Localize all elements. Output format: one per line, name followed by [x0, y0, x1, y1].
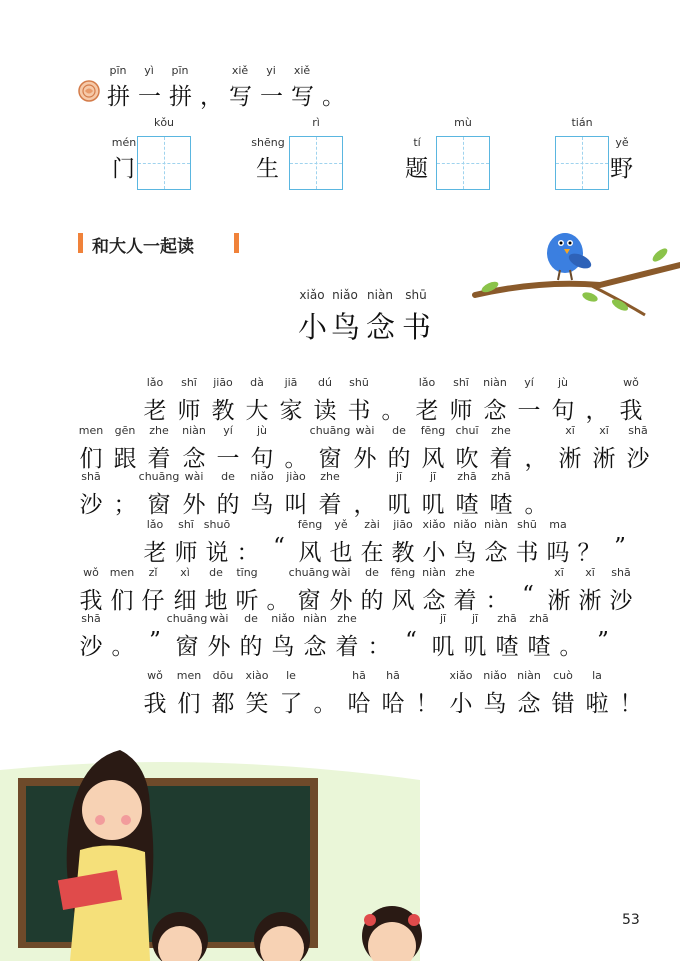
story-pinyin: shī: [453, 376, 469, 389]
story-pinyin: jī: [471, 612, 479, 625]
story-pinyin: dú: [318, 376, 332, 389]
item-blank-pinyin: rì: [312, 116, 320, 129]
story-char: 笑: [245, 691, 269, 717]
story-title-pinyin: xiǎo: [299, 288, 325, 302]
story-char: 小: [422, 540, 446, 566]
exercise-heading-char: 一: [138, 84, 161, 110]
exercise-heading-char: 写: [291, 84, 314, 110]
story-pinyin: gēn: [114, 424, 136, 437]
story-pinyin: niàn: [303, 612, 327, 625]
story-char: 教: [211, 398, 235, 424]
story-char: 听: [235, 588, 259, 614]
story-pinyin: chuāng: [309, 424, 351, 437]
story-pinyin: zhā: [457, 470, 477, 483]
item-blank-pinyin: mù: [454, 116, 472, 129]
story-pinyin: xiǎo: [422, 518, 446, 531]
story-char: 也: [329, 540, 353, 566]
story-char: ：: [236, 540, 260, 566]
item-char-pinyin: shēng: [251, 136, 285, 149]
story-char: 念: [182, 446, 206, 472]
story-pinyin: jiāo: [213, 376, 233, 389]
item-blank-pinyin: tián: [571, 116, 593, 129]
item-char-pinyin: tí: [413, 136, 421, 149]
writing-grid[interactable]: [436, 136, 490, 190]
story-char: 叽: [463, 634, 487, 660]
story-pinyin: wài: [209, 612, 229, 625]
exercise-heading-char: ，: [200, 84, 223, 110]
story-char: 家: [279, 398, 303, 424]
story-pinyin: lǎo: [146, 376, 164, 389]
story-pinyin: xī: [585, 566, 595, 579]
story-char: 一: [216, 446, 240, 472]
story-char: 老: [143, 540, 167, 566]
story-char: ”: [149, 628, 161, 654]
story-char: 鸟: [271, 634, 295, 660]
story-pinyin: yě: [334, 518, 348, 531]
story-char: 细: [173, 588, 197, 614]
story-pinyin: zài: [364, 518, 380, 531]
story-pinyin: de: [392, 424, 406, 437]
story-pinyin: xī: [554, 566, 564, 579]
story-char: 念: [517, 691, 541, 717]
exercise-heading-pinyin: yi: [266, 64, 276, 77]
story-char: ！: [415, 691, 439, 717]
story-char: 我: [619, 398, 643, 424]
story-char: 外: [207, 634, 231, 660]
story-title-pinyin: niǎo: [332, 288, 358, 302]
story-title-pinyin: shū: [405, 288, 427, 302]
story-char: 啦: [585, 691, 609, 717]
story-char: ”: [614, 534, 626, 560]
story-pinyin: wài: [355, 424, 375, 437]
story-char: 了: [279, 691, 303, 717]
story-pinyin: niàn: [517, 669, 541, 682]
story-char: 。: [284, 446, 308, 472]
story-pinyin: shā: [628, 424, 648, 437]
story-pinyin: men: [109, 566, 135, 579]
story-char: 地: [204, 588, 228, 614]
story-pinyin: yí: [223, 424, 233, 437]
item-char-pinyin: yě: [615, 136, 629, 149]
story-pinyin: chuāng: [288, 566, 330, 579]
story-char: 念: [303, 634, 327, 660]
story-char: 的: [216, 492, 240, 518]
story-char: 师: [177, 398, 201, 424]
story-char: “: [522, 582, 534, 608]
page-number: 53: [622, 912, 640, 928]
writing-grid[interactable]: [137, 136, 191, 190]
item-char: 门: [112, 156, 135, 182]
story-char: ：: [367, 634, 391, 660]
story-pinyin: fēng: [390, 566, 416, 579]
story-char: 哈: [381, 691, 405, 717]
story-char: 书: [515, 540, 539, 566]
story-char: 窗: [175, 634, 199, 660]
story-char: “: [405, 628, 417, 654]
story-title-char: 小: [298, 310, 334, 344]
story-char: ，: [524, 446, 548, 472]
story-pinyin: de: [244, 612, 258, 625]
story-pinyin: zhā: [497, 612, 517, 625]
story-pinyin: zhā: [529, 612, 549, 625]
story-pinyin: niǎo: [250, 470, 274, 483]
story-pinyin: xiǎo: [449, 669, 473, 682]
story-char: 淅: [547, 588, 571, 614]
story-pinyin: dà: [250, 376, 264, 389]
section-bar-right: [234, 233, 239, 253]
story-pinyin: niǎo: [271, 612, 295, 625]
story-char: 窗: [318, 446, 342, 472]
story-pinyin: le: [286, 669, 296, 682]
story-pinyin: shū: [349, 376, 369, 389]
story-char: ；: [113, 492, 137, 518]
story-char: 都: [211, 691, 235, 717]
writing-grid[interactable]: [555, 136, 609, 190]
story-char: 跟: [113, 446, 137, 472]
story-pinyin: wǒ: [623, 376, 639, 389]
story-pinyin: wǒ: [147, 669, 163, 682]
story-pinyin: shā: [611, 566, 631, 579]
section-bar-left: [78, 233, 83, 253]
exercise-heading-char: 。: [322, 84, 345, 110]
story-title-char: 鸟: [331, 310, 367, 344]
story-char: 喳: [495, 634, 519, 660]
story-char: 教: [391, 540, 415, 566]
story-pinyin: de: [365, 566, 379, 579]
story-char: 老: [415, 398, 439, 424]
story-char: 外: [329, 588, 353, 614]
story-char: 着: [489, 446, 513, 472]
story-char: ？: [577, 540, 601, 566]
story-pinyin: shā: [81, 470, 101, 483]
story-char: ”: [597, 628, 609, 654]
story-char: 鸟: [250, 492, 274, 518]
story-pinyin: xī: [565, 424, 575, 437]
bird-branch-illustration: [470, 225, 680, 325]
exercise-heading-pinyin: xiě: [293, 64, 311, 77]
exercise-heading-char: 拼: [169, 84, 192, 110]
story-char: 叽: [421, 492, 445, 518]
story-pinyin: wài: [331, 566, 351, 579]
story-char: 喳: [455, 492, 479, 518]
story-char: ，: [585, 398, 609, 424]
story-char: 读: [313, 398, 337, 424]
story-pinyin: zhā: [491, 470, 511, 483]
grid-guide-horizontal: [556, 163, 608, 164]
story-char: 着: [147, 446, 171, 472]
story-pinyin: wài: [184, 470, 204, 483]
item-char-pinyin: mén: [111, 136, 137, 149]
story-char: 师: [174, 540, 198, 566]
exercise-heading-pinyin: yì: [144, 64, 154, 77]
story-char: 我: [79, 588, 103, 614]
story-pinyin: zhe: [149, 424, 169, 437]
story-char: 。: [524, 492, 548, 518]
story-char: 淅: [558, 446, 582, 472]
story-pinyin: xī: [599, 424, 609, 437]
story-char: 大: [245, 398, 269, 424]
story-pinyin: men: [176, 669, 202, 682]
story-pinyin: jù: [557, 376, 569, 389]
story-char: 老: [143, 398, 167, 424]
writing-grid[interactable]: [289, 136, 343, 190]
grid-guide-horizontal: [437, 163, 489, 164]
story-char: 着: [453, 588, 477, 614]
story-char: 沙: [79, 634, 103, 660]
story-pinyin: jī: [439, 612, 447, 625]
story-pinyin: zhe: [455, 566, 475, 579]
story-char: 的: [387, 446, 411, 472]
story-pinyin: la: [592, 669, 602, 682]
story-pinyin: shī: [178, 518, 194, 531]
story-char: 沙: [609, 588, 633, 614]
story-pinyin: jī: [429, 470, 437, 483]
story-char: 们: [79, 446, 103, 472]
story-char: 师: [449, 398, 473, 424]
story-pinyin: zǐ: [148, 566, 158, 579]
story-char: 。: [381, 398, 405, 424]
story-char: 们: [177, 691, 201, 717]
story-char: 叫: [284, 492, 308, 518]
story-pinyin: fēng: [297, 518, 323, 531]
story-pinyin: shuō: [203, 518, 231, 531]
exercise-heading-pinyin: pīn: [171, 64, 189, 77]
story-char: 外: [353, 446, 377, 472]
story-char: 沙: [79, 492, 103, 518]
item-char: 生: [256, 156, 279, 182]
story-char: 。: [559, 634, 583, 660]
item-char: 题: [405, 156, 428, 182]
story-pinyin: lǎo: [418, 376, 436, 389]
exercise-heading-pinyin: xiě: [231, 64, 249, 77]
story-char: 风: [298, 540, 322, 566]
story-char: 吗: [546, 540, 570, 566]
story-char: 淅: [578, 588, 602, 614]
story-char: 念: [483, 398, 507, 424]
story-pinyin: hā: [386, 669, 400, 682]
story-pinyin: de: [221, 470, 235, 483]
story-pinyin: fēng: [420, 424, 446, 437]
story-char: 仔: [141, 588, 165, 614]
story-char: 们: [110, 588, 134, 614]
story-pinyin: jī: [395, 470, 403, 483]
exercise-heading-char: 写: [229, 84, 252, 110]
story-pinyin: hā: [352, 669, 366, 682]
story-char: 喳: [489, 492, 513, 518]
story-pinyin: niàn: [182, 424, 206, 437]
story-char: 着: [335, 634, 359, 660]
story-char: 淅: [592, 446, 616, 472]
story-pinyin: xì: [180, 566, 190, 579]
story-char: 念: [484, 540, 508, 566]
story-title-char: 念: [366, 310, 402, 344]
story-char: 句: [551, 398, 575, 424]
story-pinyin: chuī: [455, 424, 479, 437]
story-char: 说: [205, 540, 229, 566]
story-char: 。: [111, 634, 135, 660]
story-pinyin: shī: [181, 376, 197, 389]
story-pinyin: jiā: [284, 376, 298, 389]
story-pinyin: jiào: [286, 470, 306, 483]
story-char: 窗: [147, 492, 171, 518]
story-char: 鸟: [453, 540, 477, 566]
story-char: 窗: [297, 588, 321, 614]
exercise-heading-char: 拼: [107, 84, 130, 110]
exercise-icon: [78, 80, 100, 102]
section-title: 和大人一起读: [92, 237, 194, 257]
story-char: 书: [347, 398, 371, 424]
item-blank-pinyin: kǒu: [153, 116, 175, 129]
story-pinyin: tīng: [236, 566, 258, 579]
grid-guide-horizontal: [138, 163, 190, 164]
story-char: 叽: [431, 634, 455, 660]
item-char: 野: [610, 156, 633, 182]
story-char: ，: [353, 492, 377, 518]
story-char: 。: [266, 588, 290, 614]
story-pinyin: zhe: [337, 612, 357, 625]
story-char: 我: [143, 691, 167, 717]
story-char: ：: [485, 588, 509, 614]
story-pinyin: niàn: [483, 376, 507, 389]
story-char: 一: [517, 398, 541, 424]
story-pinyin: niǎo: [453, 518, 477, 531]
story-pinyin: shū: [517, 518, 537, 531]
story-pinyin: de: [209, 566, 223, 579]
story-pinyin: chuāng: [166, 612, 208, 625]
story-char: 哈: [347, 691, 371, 717]
story-pinyin: niàn: [484, 518, 508, 531]
grid-guide-horizontal: [290, 163, 342, 164]
story-char: 句: [250, 446, 274, 472]
story-pinyin: cuò: [553, 669, 573, 682]
story-pinyin: dōu: [212, 669, 234, 682]
story-char: 沙: [626, 446, 650, 472]
story-char: 小: [449, 691, 473, 717]
story-char: 吹: [455, 446, 479, 472]
story-pinyin: niàn: [422, 566, 446, 579]
story-pinyin: jù: [256, 424, 268, 437]
story-pinyin: yí: [524, 376, 534, 389]
story-char: 错: [551, 691, 575, 717]
story-pinyin: lǎo: [146, 518, 164, 531]
story-char: 的: [360, 588, 384, 614]
story-pinyin: chuāng: [138, 470, 180, 483]
story-char: 喳: [527, 634, 551, 660]
story-title-char: 书: [402, 310, 438, 344]
exercise-heading-pinyin: pīn: [109, 64, 127, 77]
story-pinyin: niǎo: [483, 669, 507, 682]
story-pinyin: ma: [549, 518, 567, 531]
story-char: ！: [619, 691, 643, 717]
story-char: 的: [239, 634, 263, 660]
story-char: 鸟: [483, 691, 507, 717]
story-char: 风: [421, 446, 445, 472]
story-pinyin: men: [78, 424, 104, 437]
story-pinyin: xiào: [245, 669, 269, 682]
story-title-pinyin: niàn: [367, 288, 393, 302]
story-pinyin: zhe: [320, 470, 340, 483]
classroom-illustration: [0, 740, 680, 961]
story-char: 念: [422, 588, 446, 614]
story-char: 风: [391, 588, 415, 614]
story-pinyin: wǒ: [83, 566, 99, 579]
story-pinyin: zhe: [491, 424, 511, 437]
story-char: 在: [360, 540, 384, 566]
exercise-heading-char: 一: [260, 84, 283, 110]
story-char: 着: [318, 492, 342, 518]
story-pinyin: shā: [81, 612, 101, 625]
story-char: 外: [182, 492, 206, 518]
story-char: 。: [313, 691, 337, 717]
story-pinyin: jiāo: [393, 518, 413, 531]
story-char: “: [273, 534, 285, 560]
story-char: 叽: [387, 492, 411, 518]
